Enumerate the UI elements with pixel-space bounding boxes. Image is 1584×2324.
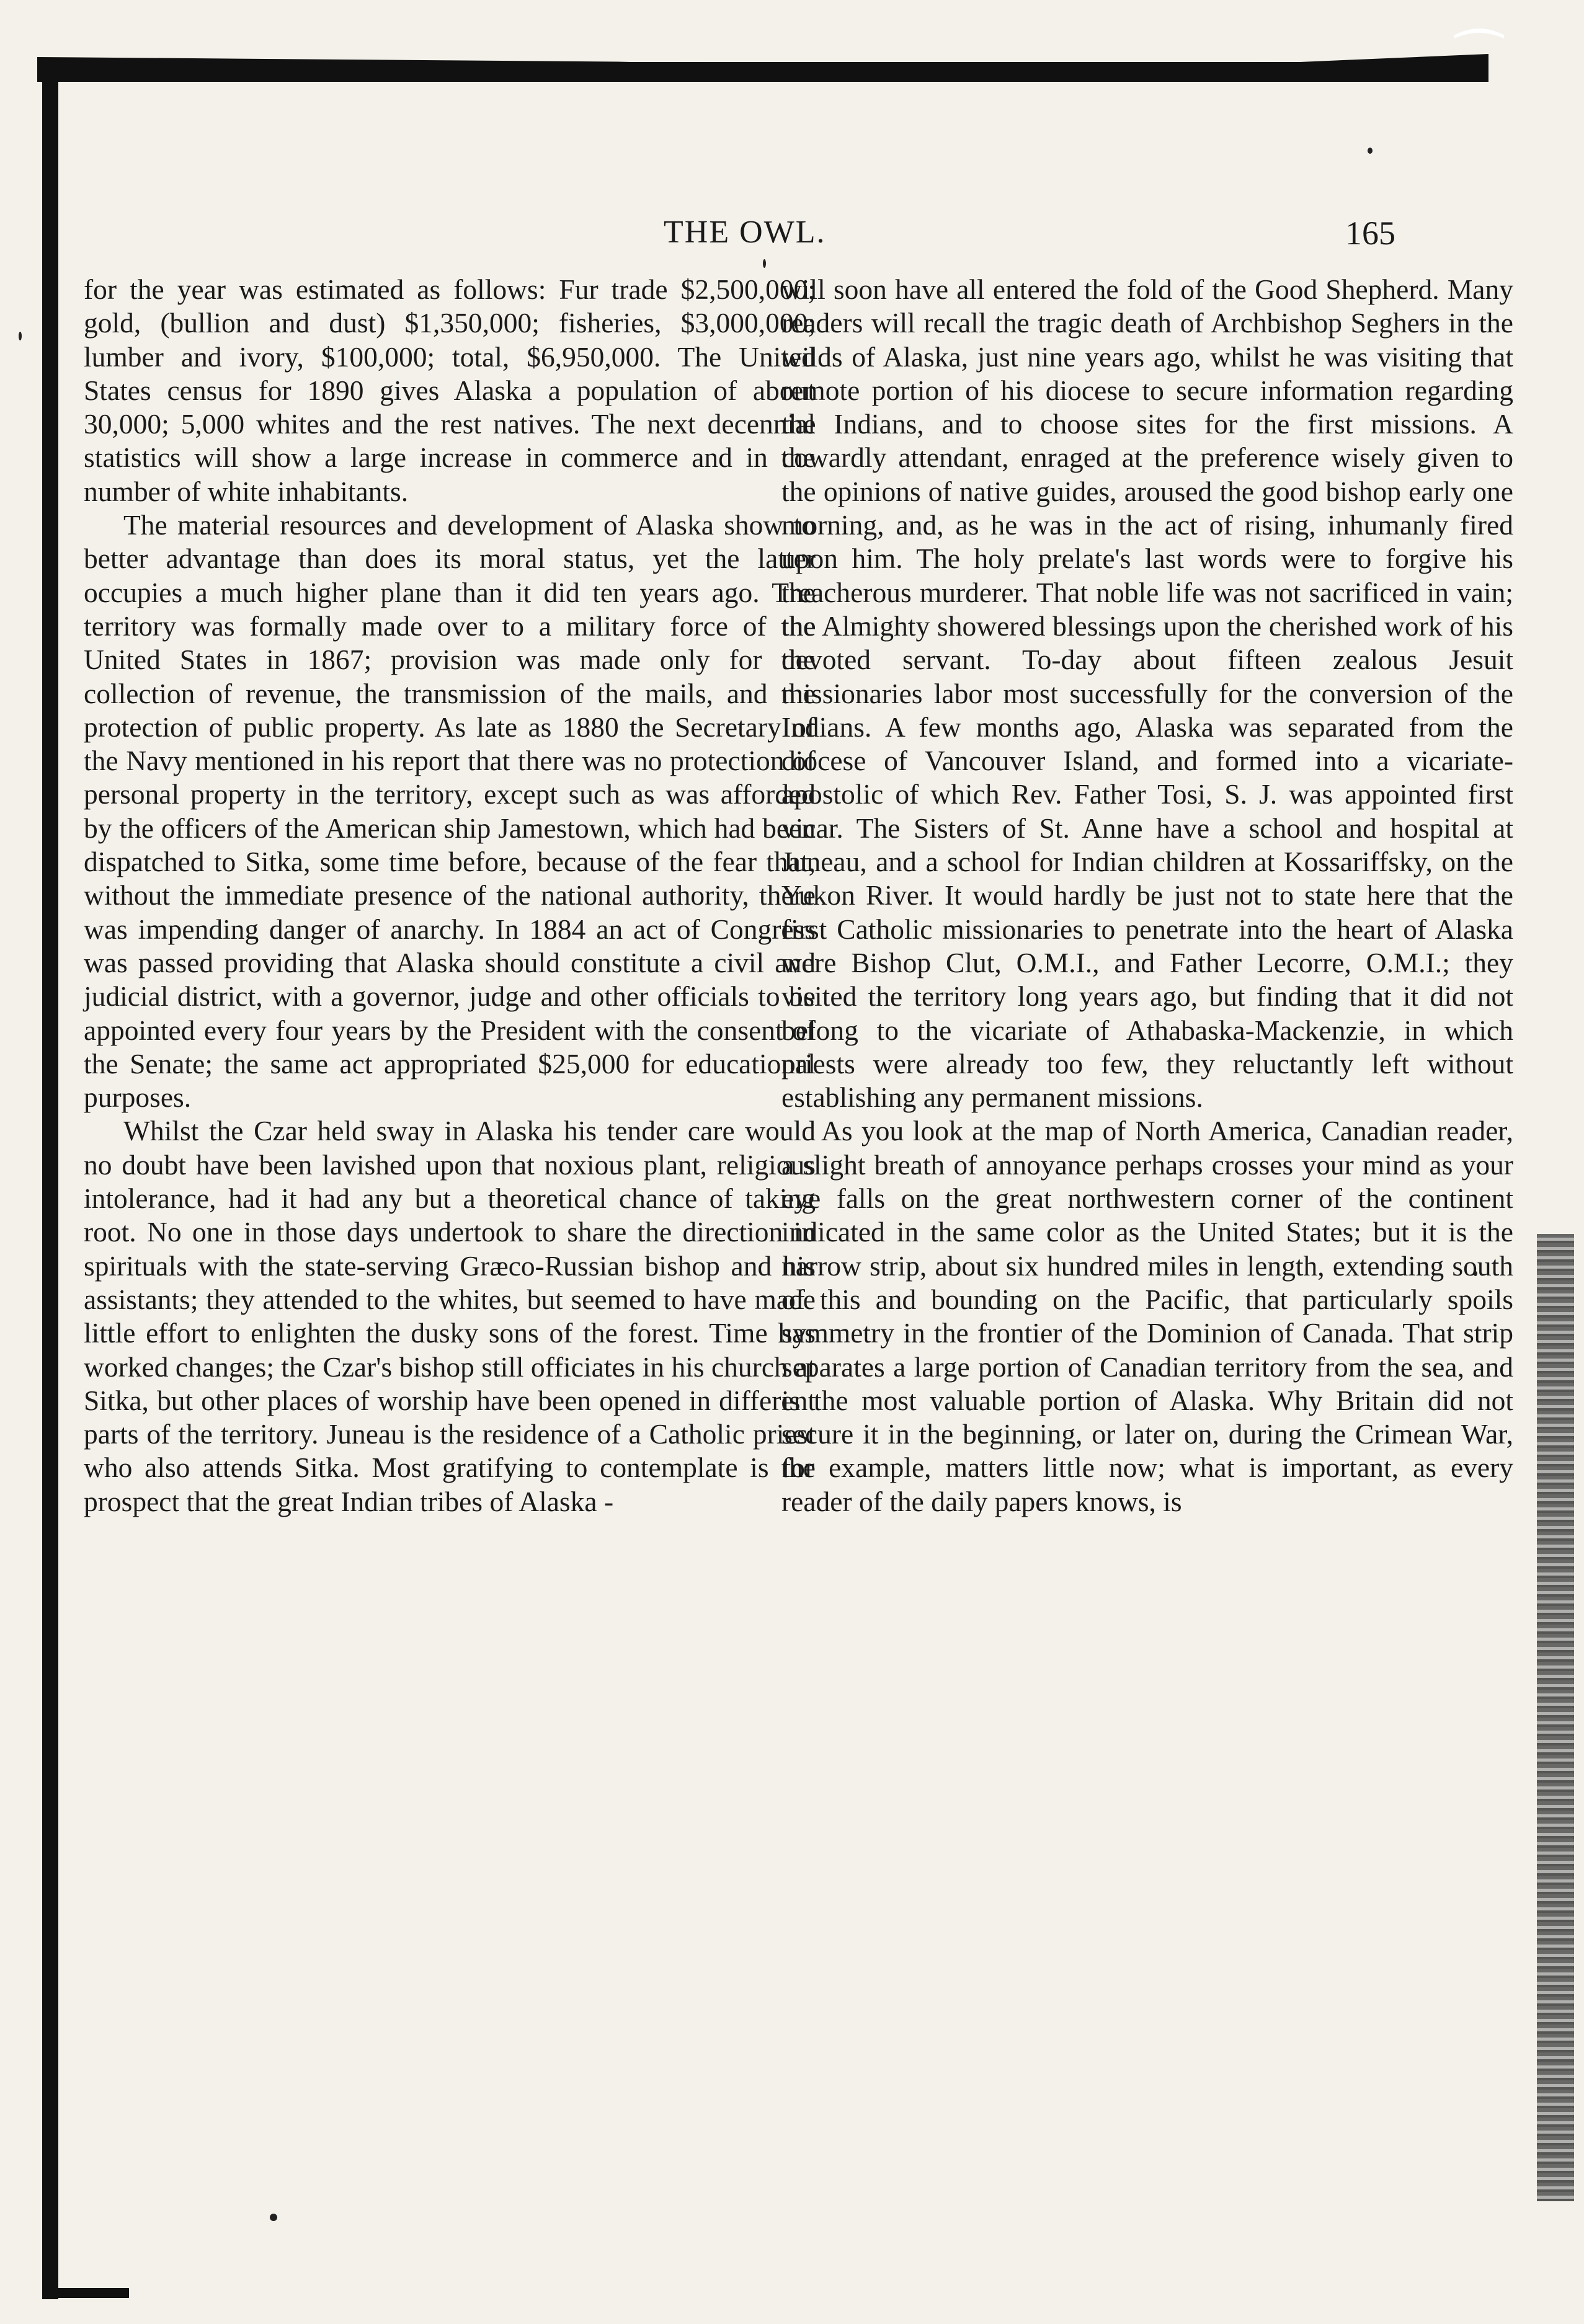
page-number: 165 xyxy=(1345,215,1395,252)
left-border-foot xyxy=(42,2288,129,2298)
paragraph: As you look at the map of North America, Canadian reader, a slight breath of annoyance perhaps crosses your mind as your eye falls on the great northwestern corner of the continent indicated in the same color as the United States; but it is the narrow strip, about six hundred miles in length, extending south of this and bounding on the Pacific, that particularly spoils symmetry in the frontier of the Dominion of Canada. That strip separates a large portion of Canadian territory from the sea, and is the most valuable portion of Alaska. Why Britain did not secure it in the beginning, or later on, during the Crimean War, for example, matters little now; what is important, as every reader of the daily papers knows, is xyxy=(781,1115,1513,1517)
paragraph: The material resources and development of Alaska show to better advantage than does its moral status, yet the latter occupies a much higher plane than it did ten years ago. The territory was formally made over to a military force of the United States in 1867; provision was made only for the collection of revenue, the transmission of the mails, and the protection of public property. As late as 1880 the Secretary of the Navy mentioned in his report that there was no protection of personal property in the territory, except such as was afforded by the officers of the American ship Jamestown, which had been dispatched to Sitka, some time before, because of the fear that, without the immediate presence of the national authority, there was impending danger of anarchy. In 1884 an act of Congress was passed providing that Alaska should constitute a civil and judicial district, with a governor, judge and other officials to be appointed every four years by the President with the consent of the Senate; the same act appropriated $25,000 for educational purposes. xyxy=(84,509,816,1114)
paragraph: will soon have all entered the fold of the Good Shepherd. Many readers will recall the tragic death of Archbishop Seghers in the wilds of Alaska, just nine years ago, whilst he was visiting that remote portion of his diocese to secure information regarding the Indians, and to choose sites for the first missions. A cowardly attendant, enraged at the preference wisely given to the opinions of native guides, aroused the good bishop early one morning, and, as he was in the act of rising, inhumanly fired upon him. The holy prelate's last words were to forgive his treacherous murderer. That noble life was not sacrificed in vain; the Almighty showered blessings upon the cherished work of his devoted servant. To-day about fifteen zealous Jesuit missionaries labor most successfully for the conversion of the Indians. A few months ago, Alaska was separated from the diocese of Vancouver Island, and formed into a vicariate-apostolic of which Rev. Father Tosi, S. J. was appointed first vicar. The Sisters of St. Anne have a school and hospital at Juneau, and a school for Indian children at Kossariffsky, on the Yukon River. It would hardly be just not to state here that the first Catholic missionaries to penetrate into the heart of Alaska were Bishop Clut, O.M.I., and Father Lecorre, O.M.I.; they visited the territory long years ago, but finding that it did not belong to the vicariate of Athabaska-Mackenzie, in which priests were already too few, they reluctantly left without establishing any permanent missions. xyxy=(781,273,1513,1114)
scan-speck xyxy=(763,259,766,268)
running-title: THE OWL. xyxy=(664,215,826,250)
left-border-rule xyxy=(42,67,58,2299)
top-border-rule-shadow xyxy=(37,51,1488,82)
page-header xyxy=(620,214,1395,257)
left-column xyxy=(84,273,816,1519)
scan-speck xyxy=(270,2214,277,2221)
right-column xyxy=(781,273,1513,1519)
paragraph: for the year was estimated as follows: Fur trade $2,500,000; gold, (bullion and dust) $1,350,000; fisheries, $3,000,000; lumber and ivory, $100,000; total, $6,950,000. The United States census for 1890 gives Alaska a population of about 30,000; 5,000 whites and the rest natives. The next decennial statistics will show a large increase in commerce and in the number of white inhabitants. xyxy=(84,273,816,507)
scan-speck xyxy=(1368,148,1373,154)
paragraph: Whilst the Czar held sway in Alaska his tender care would no doubt have been lavished upon that noxious plant, religious intolerance, had it had any but a theoretical chance of taking root. No one in those days undertook to share the direction in spirituals with the state-serving Græco-Russian bishop and his assistants; they attended to the whites, but seemed to have made little effort to enlighten the dusky sons of the forest. Time has worked changes; the Czar's bishop still officiates in his church at Sitka, but other places of worship have been opened in different parts of the territory. Juneau is the residence of a Catholic priest who also attends Sitka. Most gratifying to contemplate is the prospect that the great Indian tribes of Alaska - xyxy=(84,1115,816,1517)
scan-speck xyxy=(19,332,22,340)
corner-pen-mark: ⁀ xyxy=(1456,32,1502,93)
scan-edge-artifact xyxy=(1537,1234,1574,2201)
